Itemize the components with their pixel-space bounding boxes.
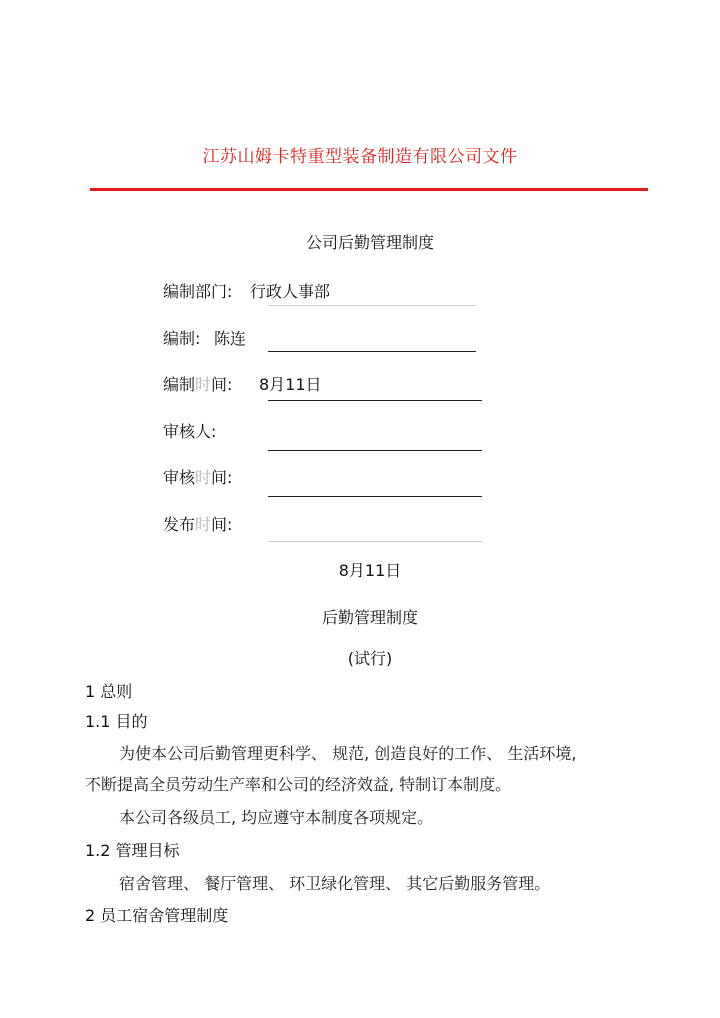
department-value: 行政人事部 [250, 282, 331, 301]
section-1-heading: 1 总则 [85, 682, 133, 701]
section-2-heading: 2 员工宿舍管理制度 [85, 906, 229, 925]
review-time-label-prefix: 审核 [163, 468, 196, 487]
compile-time-value: 8月11日 [259, 375, 322, 394]
compile-time-label [163, 372, 232, 395]
publish-time-label-prefix: 发布 [163, 515, 196, 534]
department-label: 编制部门: [163, 282, 233, 301]
publish-time-label-faint: 时 [195, 515, 212, 534]
compile-time-label-faint: 时 [195, 375, 212, 394]
compile-time-label-suffix: 间: [211, 375, 233, 394]
compile-time-label-prefix: 编制 [163, 375, 196, 394]
paragraph-3: 宿舍管理、 餐厅管理、 环卫绿化管理、 其它后勤服务管理。 [119, 874, 551, 893]
compile-time-underline [268, 400, 482, 401]
department-underline [268, 305, 476, 306]
author-value: 陈连 [214, 329, 247, 348]
subtitle: (试行) [347, 649, 393, 668]
review-time-underline [268, 496, 482, 497]
publish-time-label [163, 512, 232, 535]
section-1-2-heading: 1.2 管理目标 [85, 841, 180, 860]
reviewer-label: 审核人: [163, 422, 217, 441]
publish-time-underline [268, 541, 482, 542]
main-title: 后勤管理制度 [321, 608, 418, 627]
reviewer-underline [268, 450, 482, 451]
section-1-1-heading: 1.1 目的 [85, 712, 148, 731]
paragraph-2: 本公司各级员工, 均应遵守本制度各项规定。 [119, 808, 434, 827]
author-label: 编制: [163, 329, 201, 348]
review-time-label [163, 465, 232, 488]
cover-title: 公司后勤管理制度 [305, 233, 434, 252]
author-underline [268, 351, 476, 352]
paragraph-1-line-1: 为使本公司后勤管理更科学、 规范, 创造良好的工作、 生活环境, [119, 744, 577, 763]
header-red-rule [90, 188, 648, 191]
cover-date: 8月11日 [338, 561, 402, 580]
paragraph-1-line-2: 不断提高全员劳动生产率和公司的经济效益, 特制订本制度。 [85, 775, 512, 794]
review-time-label-suffix: 间: [211, 468, 233, 487]
publish-time-label-suffix: 间: [211, 515, 233, 534]
review-time-label-faint: 时 [195, 468, 212, 487]
company-file-header: 江苏山姆卡特重型装备制造有限公司文件 [202, 147, 518, 167]
